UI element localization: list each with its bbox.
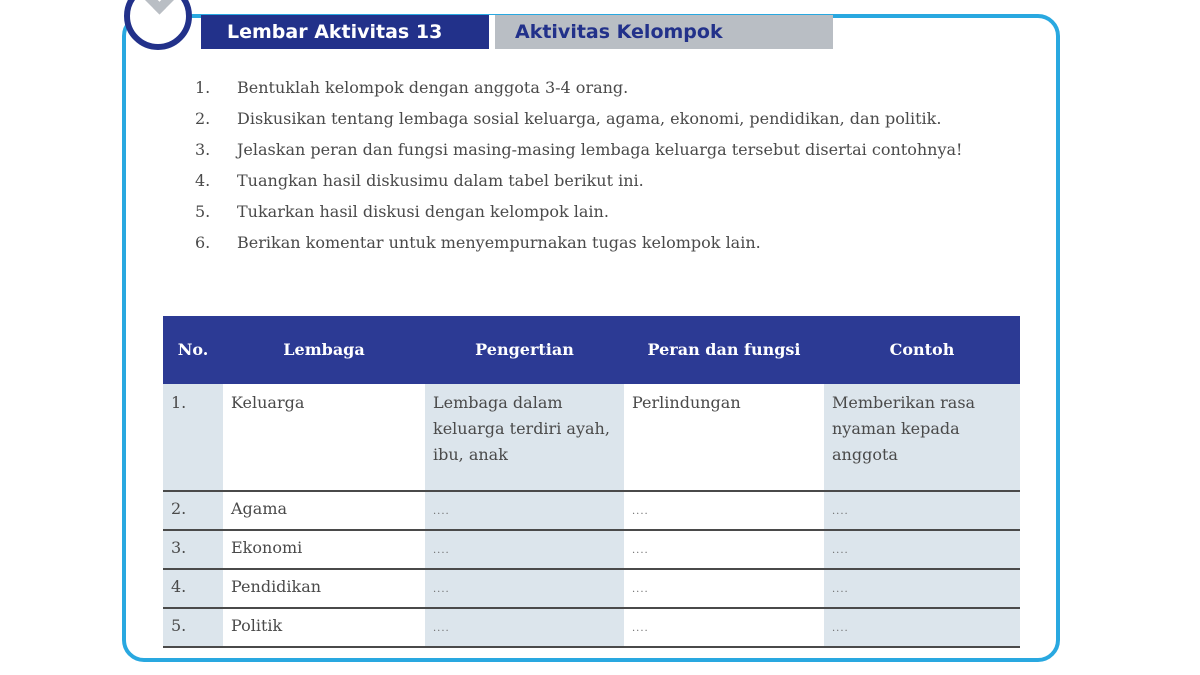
placeholder-dots: .... — [832, 623, 849, 634]
cell-lembaga: Keluarga — [223, 384, 425, 491]
placeholder-dots: .... — [832, 545, 849, 556]
placeholder-dots: .... — [433, 506, 450, 517]
instruction-text: Berikan komentar untuk menyempurnakan tugas kelompok lain. — [237, 233, 761, 252]
instruction-item — [195, 136, 1020, 163]
activity-header — [201, 15, 833, 49]
table-header-row — [163, 316, 1020, 384]
cell-no: 1. — [163, 384, 223, 491]
header-lembaga: Lembaga — [223, 316, 425, 384]
placeholder-dots: .... — [433, 584, 450, 595]
instruction-number: 6. — [195, 233, 211, 252]
instruction-text: Tuangkan hasil diskusimu dalam tabel berikut ini. — [237, 171, 644, 190]
instruction-number: 4. — [195, 171, 211, 190]
cell-peran — [624, 530, 824, 569]
cell-peran: Perlindungan — [624, 384, 824, 491]
instruction-item — [195, 74, 1020, 101]
cell-no: 4. — [163, 569, 223, 608]
instruction-text: Bentuklah kelompok dengan anggota 3-4 orang. — [237, 78, 629, 97]
instruction-text: Jelaskan peran dan fungsi masing-masing lembaga keluarga tersebut disertai contohnya! — [237, 140, 963, 159]
cell-pengertian — [425, 530, 624, 569]
header-contoh: Contoh — [824, 316, 1020, 384]
cell-peran — [624, 569, 824, 608]
cell-pengertian: Lembaga dalam keluarga terdiri ayah, ibu, anak — [425, 384, 624, 491]
header-pengertian: Pengertian — [425, 316, 624, 384]
instruction-list — [195, 74, 1020, 260]
instruction-item — [195, 167, 1020, 194]
cell-contoh: Memberikan rasa nyaman kepada anggota — [824, 384, 1020, 491]
cell-peran — [624, 491, 824, 530]
table-row — [163, 530, 1020, 569]
instruction-item — [195, 198, 1020, 225]
header-no: No. — [163, 316, 223, 384]
placeholder-dots: .... — [632, 623, 649, 634]
cell-contoh — [824, 491, 1020, 530]
cell-contoh — [824, 530, 1020, 569]
header-peran-fungsi: Peran dan fungsi — [624, 316, 824, 384]
placeholder-dots: .... — [632, 506, 649, 517]
table-row — [163, 384, 1020, 491]
cell-no: 3. — [163, 530, 223, 569]
cell-lembaga: Ekonomi — [223, 530, 425, 569]
lembaga-table — [163, 316, 1020, 648]
instruction-text: Tukarkan hasil diskusi dengan kelompok lain. — [237, 202, 609, 221]
instruction-text: Diskusikan tentang lembaga sosial keluarga, agama, ekonomi, pendidikan, dan politik. — [237, 109, 942, 128]
placeholder-dots: .... — [832, 584, 849, 595]
checkmark-badge — [121, 0, 201, 56]
activity-type: Aktivitas Kelompok — [495, 15, 833, 49]
placeholder-dots: .... — [433, 545, 450, 556]
cell-pengertian — [425, 608, 624, 647]
cell-peran — [624, 608, 824, 647]
table-row — [163, 569, 1020, 608]
table-row — [163, 491, 1020, 530]
cell-lembaga: Politik — [223, 608, 425, 647]
cell-contoh — [824, 608, 1020, 647]
cell-no: 2. — [163, 491, 223, 530]
instruction-number: 3. — [195, 140, 211, 159]
cell-lembaga: Pendidikan — [223, 569, 425, 608]
instruction-number: 2. — [195, 109, 211, 128]
instruction-number: 5. — [195, 202, 211, 221]
cell-lembaga: Agama — [223, 491, 425, 530]
cell-pengertian — [425, 569, 624, 608]
instruction-number: 1. — [195, 78, 211, 97]
instruction-item — [195, 229, 1020, 256]
placeholder-dots: .... — [632, 545, 649, 556]
cell-pengertian — [425, 491, 624, 530]
placeholder-dots: .... — [632, 584, 649, 595]
cell-no: 5. — [163, 608, 223, 647]
instruction-item — [195, 105, 1020, 132]
placeholder-dots: .... — [832, 506, 849, 517]
placeholder-dots: .... — [433, 623, 450, 634]
cell-contoh — [824, 569, 1020, 608]
table-row — [163, 608, 1020, 647]
activity-label: Lembar Aktivitas 13 — [201, 15, 489, 49]
